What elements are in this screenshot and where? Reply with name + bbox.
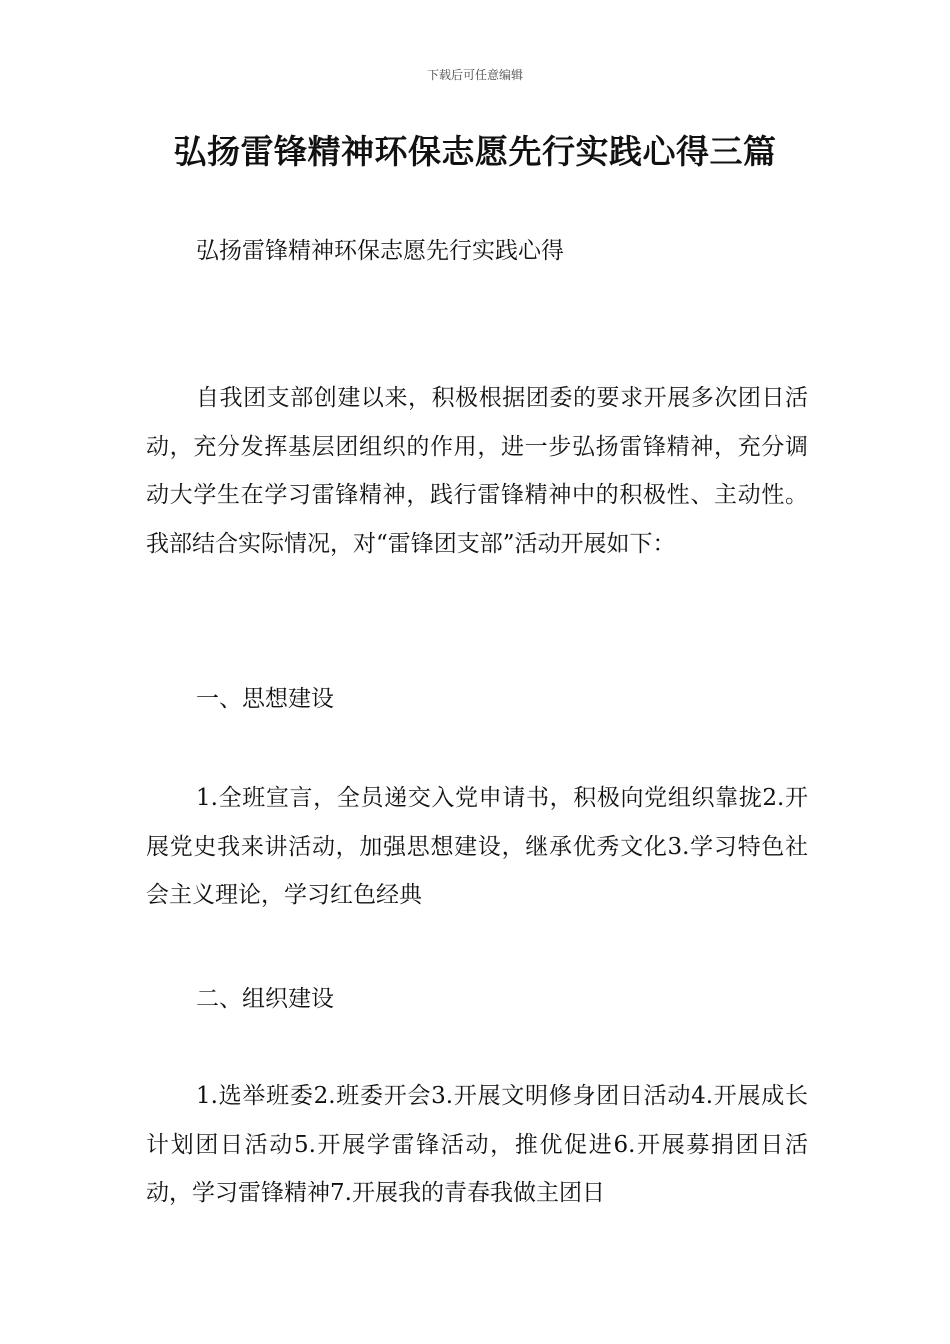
section-heading-organization: 二、组织建设 (196, 986, 334, 1012)
page-header-note: 下载后可任意编辑 (426, 68, 523, 82)
paragraph-intro: 自我团支部创建以来，积极根据团委的要求开展多次团日活动，充分发挥基层团组织的作用，进一步弘扬雷锋精神，充分调动大学生在学习雷锋精神，践行雷锋精神中的积极性、主动性。我部结合实际情况，对“雷锋团支部”活动开展如下： (146, 385, 808, 557)
section-heading-ideology: 一、思想建设 (196, 686, 334, 712)
paragraph-organization-items: 1.选举班委2.班委开会3.开展文明修身团日活动4.开展成长计划团日活动5.开展学雷锋活动，推优促进6.开展募捐团日活动，学习雷锋精神7.开展我的青春我做主团日 (146, 1083, 808, 1206)
document-subtitle: 弘扬雷锋精神环保志愿先行实践心得 (196, 238, 564, 264)
paragraph-ideology-items: 1.全班宣言，全员递交入党申请书，积极向党组织靠拢2.开展党史我来讲活动，加强思想建设，继承优秀文化3.学习特色社会主义理论，学习红色经典 (146, 785, 808, 908)
document-title: 弘扬雷锋精神环保志愿先行实践心得三篇 (173, 132, 777, 171)
